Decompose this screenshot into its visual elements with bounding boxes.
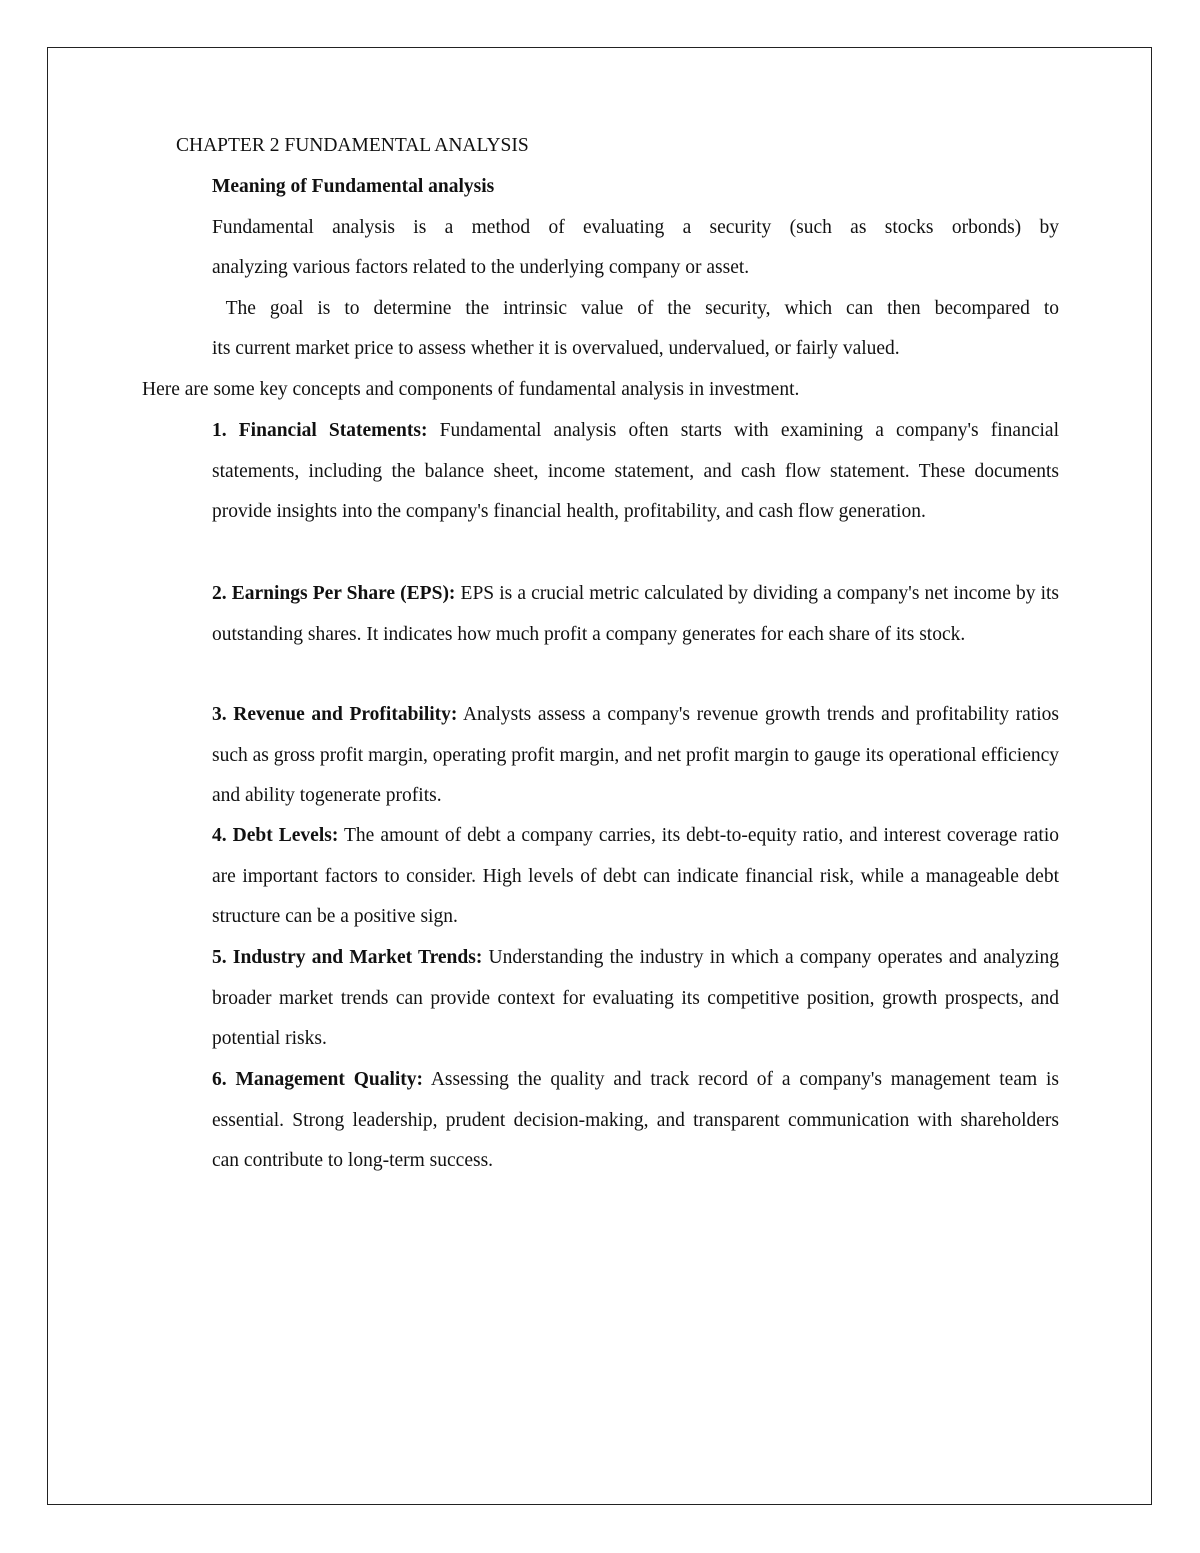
paragraph-line: its current market price to assess whether it is overvalued, undervalued, or fairly valued. (212, 338, 900, 359)
item-label: Financial Statements: (238, 420, 428, 441)
item-label: Debt Levels: (232, 825, 339, 846)
item-label: Industry and Market Trends: (232, 947, 483, 968)
list-item (212, 411, 1059, 533)
item-number: 5. (212, 947, 227, 968)
list-item (212, 816, 1059, 938)
item-text: Assessing the quality and track record of a company's management team is essential. Strong leadership, prudent decision-making, and transparent communication with shareholders can contribute to long-term success. (212, 1069, 1060, 1172)
paragraph-line: Fundamental analysis is a method of evaluating a security (such as stocks orbonds) by (212, 217, 1059, 238)
item-text: Understanding the industry in which a company operates and analyzing broader market trends can provide context for evaluating its competitive position, growth prospects, and potential risks. (212, 947, 1059, 1050)
item-number: 3. (212, 704, 227, 725)
chapter-heading: CHAPTER 2 FUNDAMENTAL ANALYSIS (176, 135, 529, 156)
item-text: Analysts assess a company's revenue growth trends and profitability ratios such as gross profit margin, operating profit margin, and net profit margin to gauge its operational efficiency and ability togenerate profits. (212, 704, 1059, 807)
item-text: EPS is a crucial metric calculated by dividing a company's net income by its outstanding shares. It indicates how much profit a company generates for each share of its stock. (212, 583, 1059, 645)
paragraph-line: The goal is to determine the intrinsic value of the security, which can then becompared to (212, 298, 1059, 319)
list-item (212, 1060, 1059, 1182)
item-number: 4. (212, 825, 227, 846)
item-text: The amount of debt a company carries, its debt-to-equity ratio, and interest coverage ratio are important factors to consider. High levels of debt can indicate financial risk, while a manageable debt structure can be a positive sign. (212, 825, 1060, 928)
list-item (212, 574, 1059, 655)
paragraph-line: analyzing various factors related to the underlying company or asset. (212, 257, 750, 278)
list-item (212, 938, 1059, 1060)
item-label: Earnings Per Share (EPS): (231, 583, 456, 604)
list-item (212, 695, 1059, 817)
item-number: 1. (212, 420, 227, 441)
item-label: Revenue and Profitability: (233, 704, 458, 725)
item-number: 2. (212, 583, 227, 604)
item-label: Management Quality: (235, 1069, 424, 1090)
intro-line: Here are some key concepts and components of fundamental analysis in investment. (142, 379, 800, 400)
item-number: 6. (212, 1069, 227, 1090)
item-text: Fundamental analysis often starts with examining a company's financial statements, including the balance sheet, income statement, and cash flow statement. These documents provide insights into the company's financial health, profitability, and cash flow generation. (212, 420, 1059, 523)
section-heading: Meaning of Fundamental analysis (212, 176, 495, 197)
